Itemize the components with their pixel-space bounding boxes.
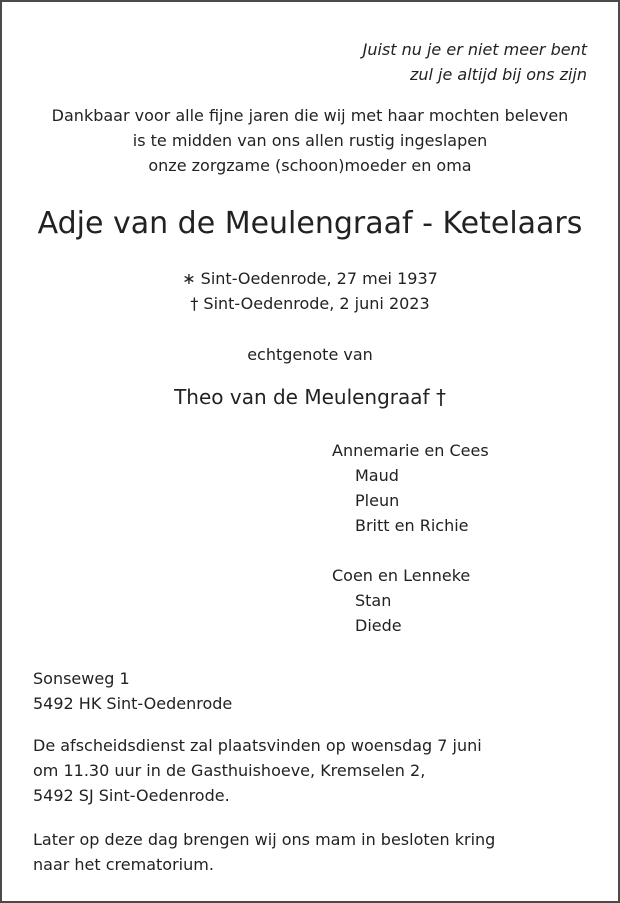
intro-line: is te midden van ons allen rustig ingeslapen (132, 131, 488, 150)
intro-line: Dankbaar voor alle fijne jaren die wij met haar mochten beleven (51, 106, 569, 125)
service-line: 5492 SJ Sint-Oedenrode. (33, 786, 230, 805)
service-line: om 11.30 uur in de Gasthuishoeve, Kremselen 2, (33, 761, 426, 780)
closing-note (33, 827, 495, 877)
family-parents: Coen en Lenneke (332, 566, 471, 585)
death-date: † Sint-Oedenrode, 2 juni 2023 (190, 294, 430, 313)
family-group (332, 438, 489, 538)
family-group (332, 563, 470, 638)
spouse-name: Theo van de Meulengraaf † (174, 385, 446, 409)
family-child: Pleun (355, 491, 400, 510)
service-info (33, 733, 482, 808)
closing-line: Later op deze dag brengen wij ons mam in besloten kring (33, 830, 496, 849)
family-child: Britt en Richie (355, 516, 469, 535)
address-street: Sonseweg 1 (33, 669, 130, 688)
service-line: De afscheidsdienst zal plaatsvinden op woensdag 7 juni (33, 736, 482, 755)
family-child: Stan (355, 591, 392, 610)
family-child: Diede (355, 616, 402, 635)
deceased-name: Adje van de Meulengraaf - Ketelaars (37, 206, 583, 241)
intro-line: onze zorgzame (schoon)moeder en oma (148, 156, 472, 175)
poem-line: Juist nu je er niet meer bent (362, 40, 587, 59)
family-child: Maud (355, 466, 399, 485)
birth-date: ∗ Sint-Oedenrode, 27 mei 1937 (182, 269, 438, 288)
spouse-label: echtgenote van (247, 345, 373, 364)
poem (363, 37, 587, 87)
family-parents: Annemarie en Cees (332, 441, 489, 460)
intro-text (2, 103, 618, 178)
poem-line: zul je altijd bij ons zijn (409, 65, 587, 84)
address-city: 5492 HK Sint-Oedenrode (33, 694, 233, 713)
home-address (33, 666, 232, 716)
closing-line: naar het crematorium. (33, 855, 214, 874)
life-dates (2, 266, 618, 316)
